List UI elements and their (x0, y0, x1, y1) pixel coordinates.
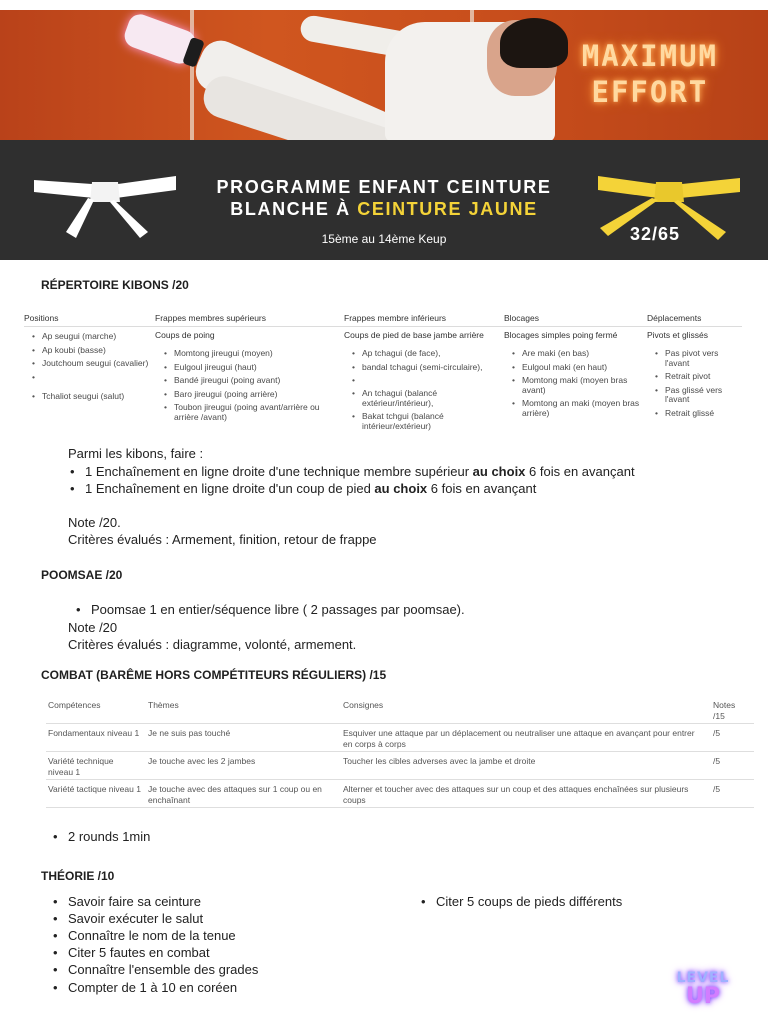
list-item: • Retrait glissé (655, 409, 737, 419)
table-header: Compétences (48, 700, 101, 710)
title-prefix: BLANCHE À (230, 199, 358, 219)
table-cell: Je touche avec les 2 jambes (148, 756, 256, 766)
glowing-foot (121, 11, 198, 67)
logo-line-1: LEVEL (676, 970, 730, 986)
theorie-item: • Savoir faire sa ceinture (51, 893, 391, 910)
list-item: • An tchagui (balancé extérieur/intérieur), (352, 389, 502, 408)
list-item: • Pas pivot vers l'avant (655, 349, 737, 368)
list-item: • Ap koubi (basse) (32, 346, 160, 356)
kibons-bullet-1 (68, 463, 748, 480)
bullet-text: 6 fois en avançant (525, 464, 635, 479)
kibons-list-deplacements (655, 349, 737, 422)
poomsae-bullet: • Poomsae 1 en entier/séquence libre ( 2 passages par poomsae). (74, 601, 734, 618)
kibons-header-blocages: Blocages (504, 313, 539, 323)
table-header: Consignes (343, 700, 384, 710)
bullet-bold: au choix (472, 464, 526, 479)
list-item: • Joutchoum seugui (cavalier) (32, 359, 160, 369)
logo-line-2: UP (686, 984, 720, 1009)
list-item: • Eulgoul maki (en haut) (512, 363, 642, 373)
table-cell: Variété tactique niveau 1 (48, 784, 141, 794)
kibons-list-blocages (512, 349, 642, 422)
white-belt-icon (30, 162, 180, 242)
theorie-item: • Citer 5 fautes en combat (51, 944, 391, 961)
list-item: • Bakat tchgui (balancé intérieur/extérieur) (352, 412, 502, 431)
neon-sign (582, 38, 718, 110)
table-cell: /5 (713, 728, 721, 738)
list-item (352, 376, 502, 385)
kibons-criteria: Critères évalués : Armement, finition, retour de frappe (68, 532, 377, 547)
list-item: • Retrait pivot (655, 372, 737, 382)
kibons-note: Note /20. (68, 515, 121, 530)
table-row (46, 780, 754, 808)
athlete-hair (500, 18, 568, 68)
list-item: • Tchaliot seugui (salut) (32, 392, 160, 402)
theorie-item: • Connaître le nom de la tenue (51, 927, 391, 944)
title-line-1: PROGRAMME ENFANT CEINTURE (216, 177, 552, 197)
kibons-header-deplacements: Déplacements (647, 313, 702, 323)
kibons-sub-blocages: Blocages simples poing fermé (504, 330, 618, 340)
hero-banner (0, 10, 768, 140)
bullet-text: 1 Enchaînement en ligne droite d'un coup de pied (85, 481, 375, 496)
kibons-list-poing (164, 349, 336, 426)
kibons-sub-coups-poing: Coups de poing (155, 330, 215, 340)
kibons-header-positions: Positions (24, 313, 59, 323)
table-cell: Je ne suis pas touché (148, 728, 231, 738)
page-title (190, 176, 578, 220)
list-item: • Momtong jireugui (moyen) (164, 349, 336, 359)
list-item: • Toubon jireugui (poing avant/arrière ou arrière /avant) (164, 403, 336, 422)
theorie-item: • Savoir exécuter le salut (51, 910, 391, 927)
list-item: • Ap tchagui (de face), (352, 349, 502, 359)
kibons-sub-pivots: Pivots et glissés (647, 330, 708, 340)
kibons-bullet-2 (68, 480, 748, 497)
list-item: • Momtong an maki (moyen bras arrière) (512, 399, 642, 418)
title-line-2 (190, 198, 578, 220)
kibons-sub-coups-pied: Coups de pied de base jambe arrière (344, 330, 484, 340)
kibons-intro: Parmi les kibons, faire : (68, 446, 204, 461)
list-item: • Bandé jireugui (poing avant) (164, 376, 336, 386)
bullet-text: 1 Enchaînement en ligne droite d'une technique membre supérieur (85, 464, 473, 479)
table-header: Notes /15 (713, 700, 736, 721)
theorie-item: • Connaître l'ensemble des grades (51, 961, 391, 978)
table-header-row (46, 698, 754, 724)
program-header (0, 140, 768, 260)
list-item: • Are maki (en bas) (512, 349, 642, 359)
table-cell: Variété technique niveau 1 (48, 756, 114, 777)
theorie-item: • Citer 5 coups de pieds différents (419, 893, 739, 910)
poomsae-criteria: Critères évalués : diagramme, volonté, armement. (68, 637, 357, 652)
poomsae-note: Note /20 (68, 620, 118, 635)
bullet-text: 6 fois en avançant (427, 481, 537, 496)
combat-bullet: • 2 rounds 1min (51, 828, 351, 845)
list-item: • bandal tchagui (semi-circulaire), (352, 363, 502, 373)
list-item: • Eulgoul jireugui (haut) (164, 363, 336, 373)
table-header: Thèmes (148, 700, 179, 710)
neon-line-1: MAXIMUM (581, 39, 718, 73)
kibons-header-frappes-sup: Frappes membres supérieurs (155, 313, 267, 323)
table-cell: Toucher les cibles adverses avec la jambe et droite (343, 756, 536, 766)
table-cell: Je touche avec des attaques sur 1 coup ou en enchaînant (148, 784, 322, 805)
kibons-header-frappes-inf: Frappes membre inférieurs (344, 313, 447, 323)
table-cell: Alterner et toucher avec des attaques sur un coup et des attaques enchaînées sur plusieurs coups (343, 784, 689, 805)
table-cell: /5 (713, 784, 721, 794)
table-cell: /5 (713, 756, 721, 766)
kibons-list-positions (32, 332, 160, 405)
section-title-poomsae: POOMSAE /20 (41, 568, 123, 582)
table-row (46, 724, 754, 752)
list-item (32, 373, 160, 388)
list-item: • Ap seugui (marche) (32, 332, 160, 342)
theorie-item: • Compter de 1 à 10 en coréen (51, 979, 391, 996)
bullet-bold: au choix (374, 481, 428, 496)
list-item: • Baro jireugui (poing arrière) (164, 390, 336, 400)
score: 32/65 (630, 224, 681, 244)
page-subtitle: 15ème au 14ème Keup (321, 232, 447, 246)
kibons-list-pied (352, 349, 502, 435)
neon-line-2: EFFORT (591, 75, 709, 109)
background-pole (190, 10, 194, 140)
section-title-combat: COMBAT (BARÊME HORS COMPÉTITEURS RÉGULIERS) /15 (41, 668, 387, 682)
list-item: • Pas glissé vers l'avant (655, 386, 737, 405)
list-item: • Momtong maki (moyen bras avant) (512, 376, 642, 395)
table-cell: Fondamentaux niveau 1 (48, 728, 140, 738)
section-title-kibons: RÉPERTOIRE KIBONS /20 (41, 278, 189, 292)
section-title-theorie: THÉORIE /10 (41, 869, 115, 883)
title-highlight: CEINTURE JAUNE (357, 199, 538, 219)
level-up-logo (668, 970, 738, 1008)
table-cell: Esquiver une attaque par un déplacement ou neutraliser une attaque en avançant pour entrer en corps à corps (343, 728, 695, 749)
table-row (46, 752, 754, 780)
